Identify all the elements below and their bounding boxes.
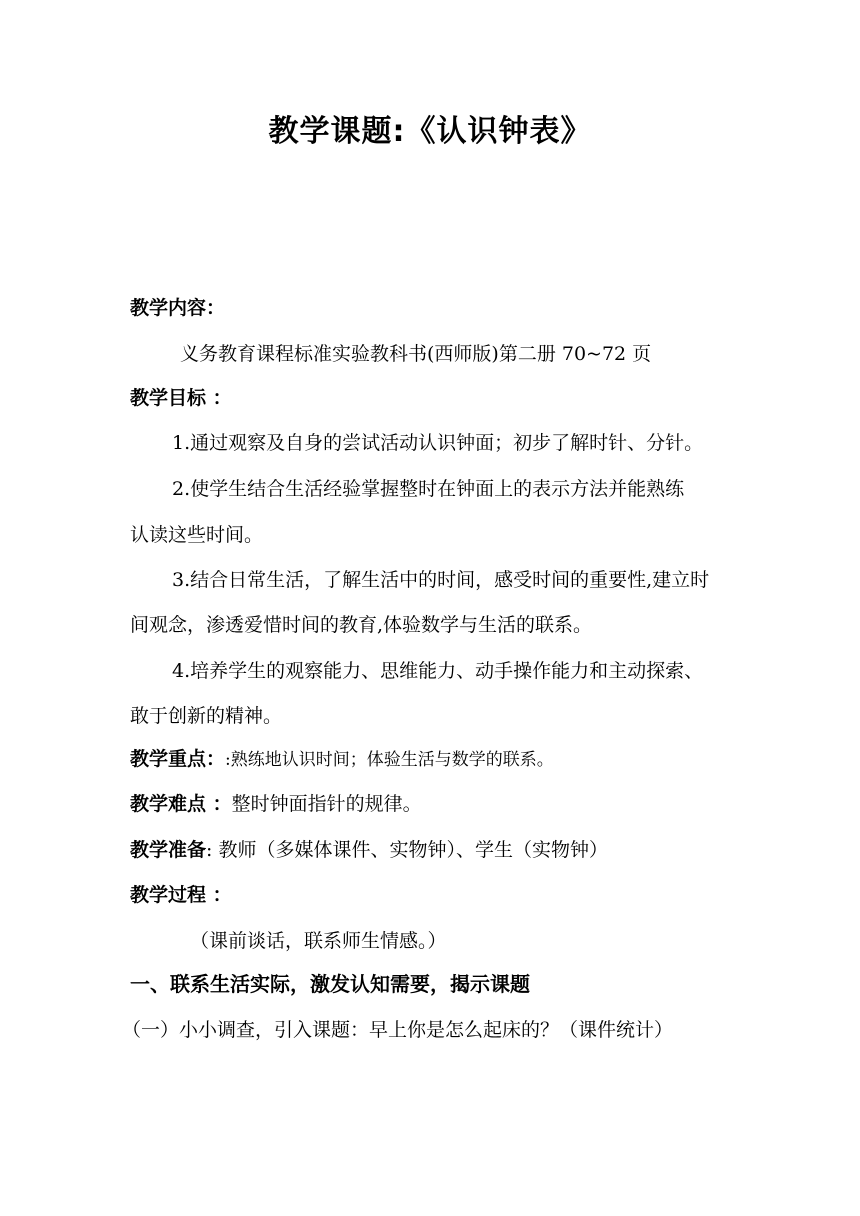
goal-item-3: 3.结合日常生活，了解生活中的时间，感受时间的重要性,建立时 — [172, 569, 710, 591]
goal-item-3-cont: 间观念，渗透爱惜时间的教育,体验数学与生活的联系。 — [130, 614, 593, 636]
content-text: 义务教育课程标准实验教科书(西师版)第二册 70~72 页 — [180, 343, 652, 365]
section-1-sub-1: （一）小小调查，引入课题：早上你是怎么起床的？（课件统计） — [122, 1019, 674, 1041]
difficulty-text: 整时钟面指针的规律。 — [231, 793, 422, 815]
goal-item-2-cont: 认读这些时间。 — [130, 524, 264, 546]
goal-item-4: 4.培养学生的观察能力、思维能力、动手操作能力和主动探索、 — [172, 660, 704, 682]
key-point-line — [130, 746, 750, 773]
key-point-text: :熟练地认识时间；体验生活与数学的联系。 — [225, 750, 554, 770]
goals-label: 教学目标 ： — [130, 387, 232, 409]
process-intro: （课前谈话，联系师生情感。） — [190, 930, 447, 952]
preparation-text: : 教师（多媒体课件、实物钟）、学生（实物钟） — [206, 839, 608, 861]
preparation-line — [130, 837, 750, 863]
goal-item-2: 2.使学生结合生活经验掌握整时在钟面上的表示方法并能熟练 — [172, 478, 685, 500]
difficulty-line — [130, 791, 750, 817]
page-title: 教学课题:《认识钟表》 — [268, 114, 592, 149]
preparation-label: 教学准备 — [130, 839, 207, 861]
section-1-heading: 一、联系生活实际，激发认知需要，揭示课题 — [130, 972, 530, 996]
goal-item-1: 1.通过观察及自身的尝试活动认识钟面；初步了解时针、分针。 — [172, 432, 704, 454]
goal-item-4-cont: 敢于创新的精神。 — [130, 705, 283, 727]
content-label: 教学内容： — [130, 297, 226, 319]
difficulty-label: 教学难点 ： — [130, 793, 232, 815]
key-point-label: 教学重点： — [130, 748, 226, 770]
process-label: 教学过程 ： — [130, 884, 232, 906]
